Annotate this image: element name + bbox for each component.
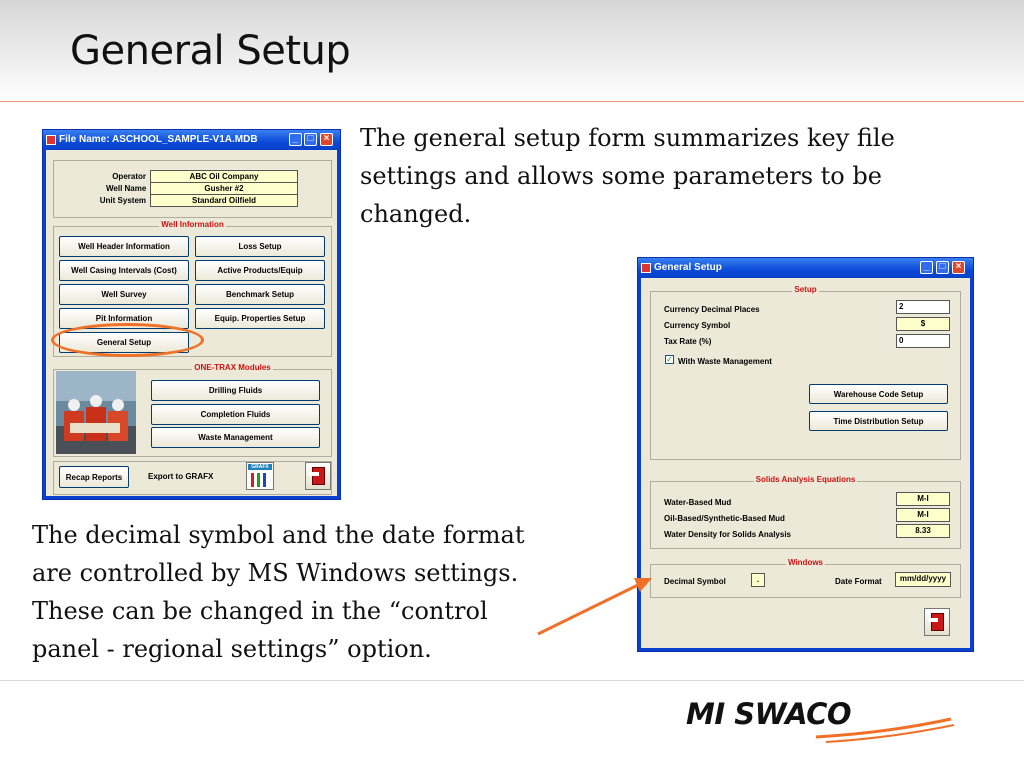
footer-divider xyxy=(0,680,1024,681)
main-window-client xyxy=(46,150,337,496)
close-icon[interactable]: × xyxy=(952,261,965,274)
solids-title: Solids Analysis Equations xyxy=(755,475,856,484)
waste-management-checkbox[interactable]: ✓ xyxy=(666,355,673,364)
export-grafx-label: Export to GRAFX xyxy=(148,472,214,481)
pointer-arrow xyxy=(530,570,660,640)
decimal-symbol-label: Decimal Symbol xyxy=(664,577,726,586)
active-products-button[interactable]: Active Products/Equip xyxy=(195,260,325,281)
oil-based-label: Oil-Based/Synthetic-Based Mud xyxy=(664,514,785,523)
currency-symbol-label: Currency Symbol xyxy=(664,321,731,330)
app-icon xyxy=(641,263,651,273)
drilling-fluids-button[interactable]: Drilling Fluids xyxy=(151,380,320,401)
warehouse-code-button[interactable]: Warehouse Code Setup xyxy=(809,384,948,404)
highlight-ellipse xyxy=(51,323,204,357)
completion-fluids-button[interactable]: Completion Fluids xyxy=(151,404,320,425)
water-density-field[interactable]: 8.33 xyxy=(896,524,950,538)
water-density-label: Water Density for Solids Analysis xyxy=(664,530,791,539)
tax-rate-label: Tax Rate (%) xyxy=(664,337,712,346)
general-setup-window xyxy=(637,257,974,652)
grafx-icon[interactable]: GRAFX xyxy=(246,462,274,490)
maximize-icon[interactable]: □ xyxy=(936,261,949,274)
modules-title: ONE-TRAX Modules xyxy=(194,363,271,372)
app-icon xyxy=(46,135,56,145)
date-format-field: mm/dd/yyyy xyxy=(895,572,951,587)
logo-swoosh xyxy=(816,715,956,745)
operator-label: Operator xyxy=(112,172,146,181)
setup-window-titlebar[interactable]: General Setup _ □ × xyxy=(638,258,973,278)
oil-based-field[interactable]: M-I xyxy=(896,508,950,522)
waste-management-button[interactable]: Waste Management xyxy=(151,427,320,448)
miswaco-logo: MI SWACO xyxy=(686,697,956,747)
well-name-field[interactable]: Gusher #2 xyxy=(150,182,298,195)
unit-system-label: Unit System xyxy=(99,196,146,205)
setup-window-client xyxy=(641,278,970,648)
well-information-title: Well Information xyxy=(161,220,224,229)
slide-title: General Setup xyxy=(70,28,351,74)
equip-properties-button[interactable]: Equip. Properties Setup xyxy=(195,308,325,329)
windows-title: Windows xyxy=(787,558,824,567)
waste-management-label: With Waste Management xyxy=(678,357,772,366)
well-casing-button[interactable]: Well Casing Intervals (Cost) xyxy=(59,260,189,281)
minimize-icon[interactable]: _ xyxy=(920,261,933,274)
description-bottom: The decimal symbol and the date format are controlled by MS Windows settings. These can be changed in the “control panel - regional settings” option. xyxy=(32,521,525,663)
benchmark-setup-button[interactable]: Benchmark Setup xyxy=(195,284,325,305)
setup-title: Setup xyxy=(794,285,817,294)
currency-symbol-input[interactable]: $ xyxy=(896,317,950,331)
main-window xyxy=(42,129,341,500)
minimize-icon[interactable]: _ xyxy=(289,133,302,146)
description-top: The general setup form summarizes key file settings and allows some parameters to be changed. xyxy=(360,124,895,228)
decimal-symbol-field: . xyxy=(751,573,765,587)
date-format-label: Date Format xyxy=(835,577,882,586)
title-divider xyxy=(0,101,1024,102)
recap-reports-button[interactable]: Recap Reports xyxy=(59,466,129,488)
water-based-label: Water-Based Mud xyxy=(664,498,732,507)
currency-decimal-input[interactable]: 2 xyxy=(896,300,950,314)
currency-decimal-label: Currency Decimal Places xyxy=(664,305,760,314)
unit-system-field[interactable]: Standard Oilfield xyxy=(150,194,298,207)
maximize-icon[interactable]: □ xyxy=(304,133,317,146)
main-window-titlebar[interactable]: File Name: ASCHOOL_SAMPLE-V1A.MDB _ □ × xyxy=(43,130,340,150)
exit-icon[interactable] xyxy=(305,462,331,490)
well-name-label: Well Name xyxy=(106,184,147,193)
crew-photo xyxy=(56,371,136,454)
time-distribution-button[interactable]: Time Distribution Setup xyxy=(809,411,948,431)
well-survey-button[interactable]: Well Survey xyxy=(59,284,189,305)
operator-field[interactable]: ABC Oil Company xyxy=(150,170,298,183)
close-icon[interactable]: × xyxy=(320,133,333,146)
loss-setup-button[interactable]: Loss Setup xyxy=(195,236,325,257)
exit-icon[interactable] xyxy=(924,608,950,636)
well-header-button[interactable]: Well Header Information xyxy=(59,236,189,257)
general-setup-button[interactable]: General Setup xyxy=(59,332,189,353)
water-based-field[interactable]: M-I xyxy=(896,492,950,506)
pit-information-button[interactable]: Pit Information xyxy=(59,308,189,329)
tax-rate-input[interactable]: 0 xyxy=(896,334,950,348)
